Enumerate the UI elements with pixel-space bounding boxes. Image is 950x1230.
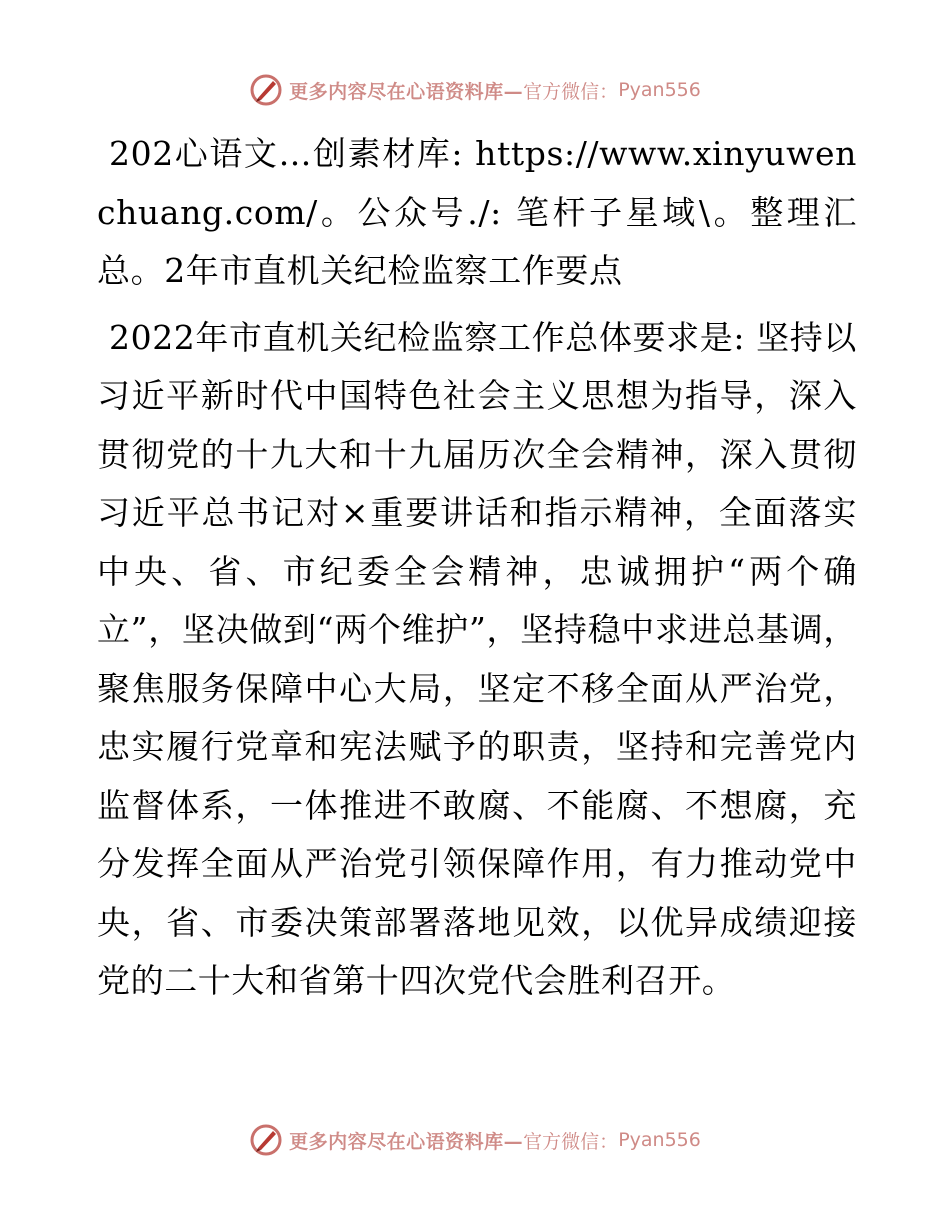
quill-seal-icon (249, 73, 283, 107)
document-body (97, 125, 857, 1011)
header-banner (0, 70, 950, 110)
quill-seal-icon (249, 1123, 283, 1157)
banner-text: 更多内容尽在心语资料库— (289, 1130, 524, 1153)
banner-text: 更多内容尽在心语资料库— (289, 80, 524, 103)
footer-banner (0, 1120, 950, 1160)
banner-contact-value: Pyan556 (618, 1129, 701, 1151)
banner-contact-value: Pyan556 (618, 79, 701, 101)
paragraph-intro: 202心语文…创素材库: https://www.xinyuwenchuang.com/。公众号./: 笔杆子星域\。整理汇总。2年市直机关纪检监察工作要点 (97, 134, 857, 290)
banner-contact-label: 官方微信： (523, 80, 619, 103)
banner-contact-label: 官方微信： (523, 1130, 619, 1153)
paragraph-requirements: 2022年市直机关纪检监察工作总体要求是: 坚持以习近平新时代中国特色社会主义思想为指导，深入贯彻党的十九大和十九届历次全会精神，深入贯彻习近平总书记对×重要讲话和指示精神，全面落实中央、省、市纪委全会精神，忠诚拥护“两个确立”，坚决做到“两个维护”，坚持稳中求进总基调，聚焦服务保障中心大局，坚定不移全面从严治党，忠实履行党章和宪法赋予的职责，坚持和完善党内监督体系，一体推进不敢腐、不能腐、不想腐，充分发挥全面从严治党引领保障作用，有力推动党中央，省、市委决策部署落地见效，以优异成绩迎接党的二十大和省第十四次党代会胜利召开。 (97, 317, 857, 1000)
